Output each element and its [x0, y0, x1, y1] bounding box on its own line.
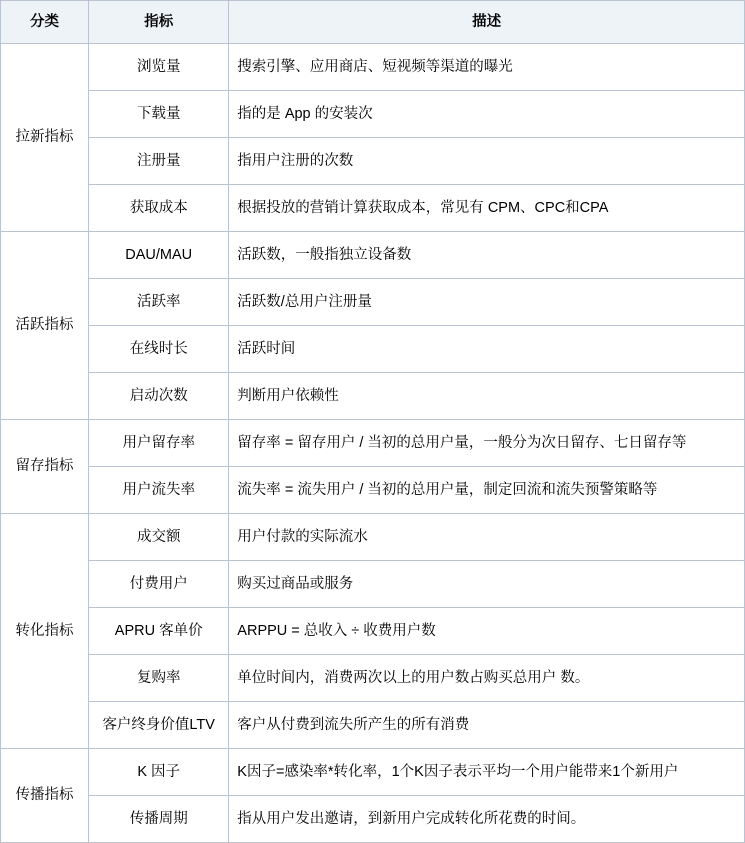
table-row — [1, 702, 745, 749]
metric-cell: APRU 客单价 — [89, 608, 229, 655]
table-row — [1, 796, 745, 843]
table-row — [1, 749, 745, 796]
description-cell: 客户从付费到流失所产生的所有消费 — [229, 702, 745, 749]
metric-cell: 客户终身价值LTV — [89, 702, 229, 749]
metric-cell: 复购率 — [89, 655, 229, 702]
table-row — [1, 91, 745, 138]
table-body — [1, 44, 745, 843]
description-cell: 指从用户发出邀请，到新用户完成转化所花费的时间。 — [229, 796, 745, 843]
metric-cell: 用户流失率 — [89, 467, 229, 514]
header-cell-category: 分类 — [1, 1, 89, 44]
metric-cell: K 因子 — [89, 749, 229, 796]
description-cell: 留存率 = 留存用户 / 当初的总用户量，一般分为次日留存、七日留存等 — [229, 420, 745, 467]
description-cell: 判断用户依赖性 — [229, 373, 745, 420]
table-row — [1, 44, 745, 91]
table-row — [1, 420, 745, 467]
description-cell: 活跃数，一般指独立设备数 — [229, 232, 745, 279]
table-row — [1, 608, 745, 655]
metric-cell: 用户留存率 — [89, 420, 229, 467]
table-row — [1, 185, 745, 232]
metric-cell: 启动次数 — [89, 373, 229, 420]
metric-cell: 在线时长 — [89, 326, 229, 373]
metric-cell: 成交额 — [89, 514, 229, 561]
description-cell: 指用户注册的次数 — [229, 138, 745, 185]
category-cell: 留存指标 — [1, 420, 89, 514]
description-cell: 活跃数/总用户注册量 — [229, 279, 745, 326]
table-row — [1, 514, 745, 561]
description-cell: 单位时间内，消费两次以上的用户数占购买总用户 数。 — [229, 655, 745, 702]
category-cell: 活跃指标 — [1, 232, 89, 420]
metric-cell: DAU/MAU — [89, 232, 229, 279]
category-cell: 传播指标 — [1, 749, 89, 843]
metric-cell: 活跃率 — [89, 279, 229, 326]
metric-cell: 注册量 — [89, 138, 229, 185]
description-cell: K因子=感染率*转化率，1个K因子表示平均一个用户能带来1个新用户 — [229, 749, 745, 796]
table-row — [1, 232, 745, 279]
header-cell-description: 描述 — [229, 1, 745, 44]
table-row — [1, 326, 745, 373]
header-cell-metric: 指标 — [89, 1, 229, 44]
header-row — [1, 1, 745, 44]
description-cell: 购买过商品或服务 — [229, 561, 745, 608]
description-cell: 用户付款的实际流水 — [229, 514, 745, 561]
table-row — [1, 279, 745, 326]
table-row — [1, 467, 745, 514]
description-cell: ARPPU = 总收入 ÷ 收费用户数 — [229, 608, 745, 655]
table-row — [1, 655, 745, 702]
category-cell: 拉新指标 — [1, 44, 89, 232]
table-header — [1, 1, 745, 44]
description-cell: 根据投放的营销计算获取成本，常见有 CPM、CPC和CPA — [229, 185, 745, 232]
metric-cell: 付费用户 — [89, 561, 229, 608]
table-row — [1, 561, 745, 608]
description-cell: 活跃时间 — [229, 326, 745, 373]
metric-cell: 浏览量 — [89, 44, 229, 91]
description-cell: 指的是 App 的安装次 — [229, 91, 745, 138]
table-row — [1, 138, 745, 185]
category-cell: 转化指标 — [1, 514, 89, 749]
description-cell: 流失率 = 流失用户 / 当初的总用户量，制定回流和流失预警策略等 — [229, 467, 745, 514]
metric-cell: 下载量 — [89, 91, 229, 138]
table-row — [1, 373, 745, 420]
description-cell: 搜索引擎、应用商店、短视频等渠道的曝光 — [229, 44, 745, 91]
metric-cell: 获取成本 — [89, 185, 229, 232]
metric-cell: 传播周期 — [89, 796, 229, 843]
